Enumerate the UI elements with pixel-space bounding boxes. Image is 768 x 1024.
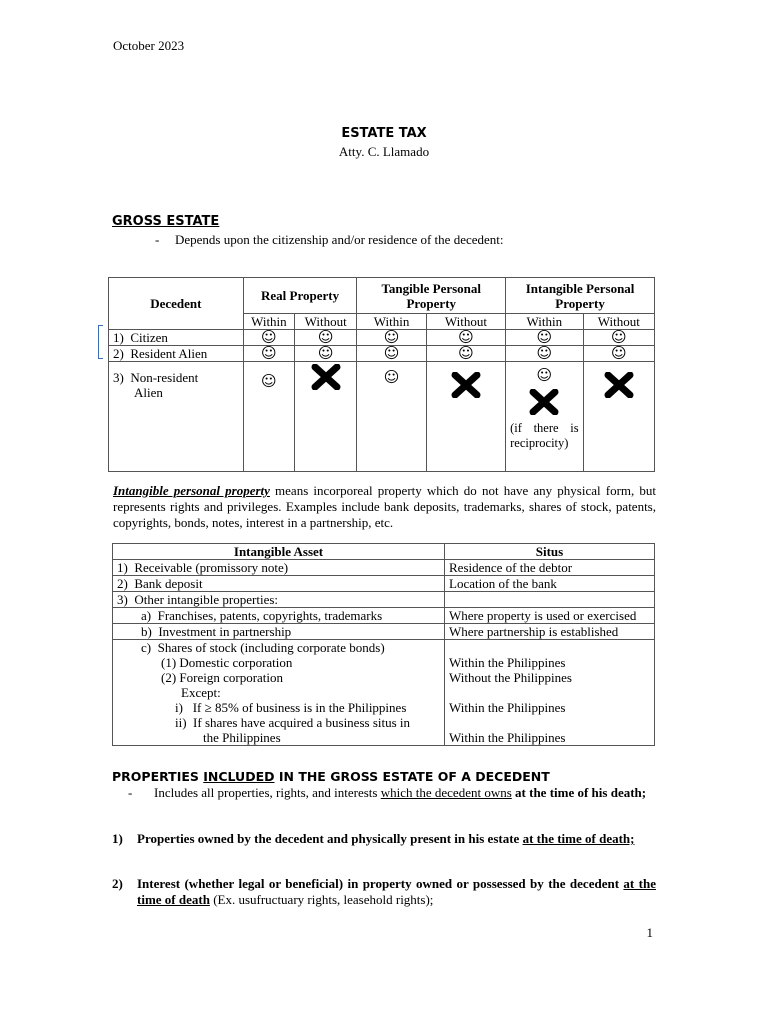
smiley-icon: ☺ xyxy=(295,346,357,362)
included-bullet xyxy=(154,785,656,801)
situs-cell xyxy=(445,592,655,608)
asset-cell: a) Franchises, patents, copyrights, trademarks xyxy=(113,608,445,624)
smiley-icon: ☺ xyxy=(357,362,426,472)
document-title: ESTATE TAX xyxy=(341,126,427,141)
row-label-nonresident-alien xyxy=(109,362,244,472)
gross-estate-bullet xyxy=(155,232,504,248)
table-row xyxy=(113,640,655,746)
shares-line: (2) Foreign corporation xyxy=(161,670,284,685)
shares-situs-cell xyxy=(445,640,655,746)
shares-line: the Philippines xyxy=(203,730,281,745)
subheader-without: Without xyxy=(583,314,654,330)
cross-icon xyxy=(451,372,481,398)
table-row xyxy=(109,346,655,362)
table-row xyxy=(113,560,655,576)
text-underlined: at the time of death; xyxy=(522,831,635,846)
table-row xyxy=(113,576,655,592)
subheader-within: Within xyxy=(243,314,294,330)
included-item-2 xyxy=(137,876,656,908)
asset-cell: 3) Other intangible properties: xyxy=(113,592,445,608)
cross-cell xyxy=(426,362,505,472)
asset-cell: 2) Bank deposit xyxy=(113,576,445,592)
header-decedent: Decedent xyxy=(109,278,244,330)
header-real-property: Real Property xyxy=(243,278,357,314)
shares-asset-cell xyxy=(113,640,445,746)
cross-icon xyxy=(529,389,559,415)
asset-cell: 1) Receivable (promissory note) xyxy=(113,560,445,576)
smiley-icon: ☺ xyxy=(583,346,654,362)
cross-cell xyxy=(583,362,654,472)
shares-line: Except: xyxy=(181,685,221,700)
situs-line: Within the Philippines xyxy=(449,730,566,745)
intangible-nonresident-cell xyxy=(506,362,583,472)
text-part: (Ex. usufructuary rights, leasehold rights); xyxy=(209,892,434,907)
included-heading xyxy=(112,769,550,784)
shares-line: i) If ≥ 85% of business is in the Philippines xyxy=(175,700,407,715)
cross-icon xyxy=(604,372,634,398)
text-part: Properties owned by the decedent and physically present in his estate xyxy=(137,831,523,846)
row-label-resident-alien: 2) Resident Alien xyxy=(109,346,244,362)
situs-cell: Where partnership is established xyxy=(445,624,655,640)
smiley-icon: ☺ xyxy=(536,366,553,384)
page-number: 1 xyxy=(646,925,653,940)
situs-line: Within the Philippines xyxy=(449,655,566,670)
text-bold: Interest (whether legal or beneficial) in property owned or possessed by the decedent xyxy=(137,876,624,891)
smiley-icon: ☺ xyxy=(583,330,654,346)
intangible-definition-paragraph xyxy=(113,483,656,531)
defined-term: Intangible personal property xyxy=(113,483,270,498)
smiley-icon: ☺ xyxy=(243,330,294,346)
table-row xyxy=(113,608,655,624)
table-row xyxy=(109,362,655,472)
cross-icon xyxy=(311,364,341,390)
subheader-within: Within xyxy=(506,314,583,330)
heading-underlined: INCLUDED xyxy=(203,769,275,784)
subheader-within: Within xyxy=(357,314,426,330)
included-item-1 xyxy=(137,831,656,847)
reciprocity-note: (if there is reciprocity) xyxy=(510,421,579,450)
text-part: Includes all properties, rights, and interests xyxy=(154,785,381,800)
situs-cell: Where property is used or exercised xyxy=(445,608,655,624)
situs-cell: Location of the bank xyxy=(445,576,655,592)
table-row xyxy=(109,330,655,346)
smiley-icon: ☺ xyxy=(295,330,357,346)
smiley-icon: ☺ xyxy=(243,346,294,362)
text-bold: at the time of his death; xyxy=(511,785,647,800)
definition-text: means incorporeal property which do not have any physical form, but represents rights and privileges. Examples include bank deposits, trademarks, shares of stock, patents, copyrights, bonds, notes, interest in a partnership, etc. xyxy=(113,483,657,530)
header-intangible-asset: Intangible Asset xyxy=(113,544,445,560)
header-intangible-property: Intangible Personal Property xyxy=(506,278,655,314)
smiley-icon: ☺ xyxy=(506,346,583,362)
smiley-icon: ☺ xyxy=(426,330,505,346)
table-row xyxy=(113,624,655,640)
selection-bracket xyxy=(98,325,103,359)
heading-part: IN THE GROSS ESTATE OF A DECEDENT xyxy=(274,769,550,784)
cross-cell xyxy=(295,362,357,472)
subheader-without: Without xyxy=(426,314,505,330)
shares-line: ii) If shares have acquired a business situs in xyxy=(175,715,411,730)
shares-line: c) Shares of stock (including corporate bonds) xyxy=(141,640,385,655)
smiley-icon: ☺ xyxy=(357,330,426,346)
smiley-icon: ☺ xyxy=(357,346,426,362)
row-label-line: Alien xyxy=(134,385,163,400)
decedent-property-table xyxy=(108,277,655,472)
asset-cell: b) Investment in partnership xyxy=(113,624,445,640)
text-underlined: at the time of death xyxy=(137,876,656,907)
bullet-dash: - xyxy=(155,232,160,247)
item-number: 1) xyxy=(112,831,123,846)
smiley-icon: ☺ xyxy=(426,346,505,362)
gross-estate-heading: GROSS ESTATE xyxy=(112,214,220,229)
smiley-icon: ☺ xyxy=(506,330,583,346)
situs-table xyxy=(112,543,655,746)
header-date: October 2023 xyxy=(113,38,185,53)
header-situs: Situs xyxy=(445,544,655,560)
row-label-line: 3) Non-resident xyxy=(113,370,199,385)
header-tangible-property: Tangible Personal Property xyxy=(357,278,506,314)
situs-line: Within the Philippines xyxy=(449,700,566,715)
smiley-icon: ☺ xyxy=(243,362,294,472)
included-dash: - xyxy=(128,785,133,800)
heading-part: PROPERTIES xyxy=(112,769,204,784)
row-label-citizen: 1) Citizen xyxy=(109,330,244,346)
text-underlined: which the decedent owns xyxy=(380,785,512,800)
situs-cell: Residence of the debtor xyxy=(445,560,655,576)
table-row xyxy=(113,592,655,608)
document-author: Atty. C. Llamado xyxy=(338,144,430,159)
shares-line: (1) Domestic corporation xyxy=(161,655,293,670)
situs-line: Without the Philippines xyxy=(449,670,572,685)
bullet-text: Depends upon the citizenship and/or residence of the decedent: xyxy=(175,232,504,247)
item-number: 2) xyxy=(112,876,123,891)
subheader-without: Without xyxy=(295,314,357,330)
